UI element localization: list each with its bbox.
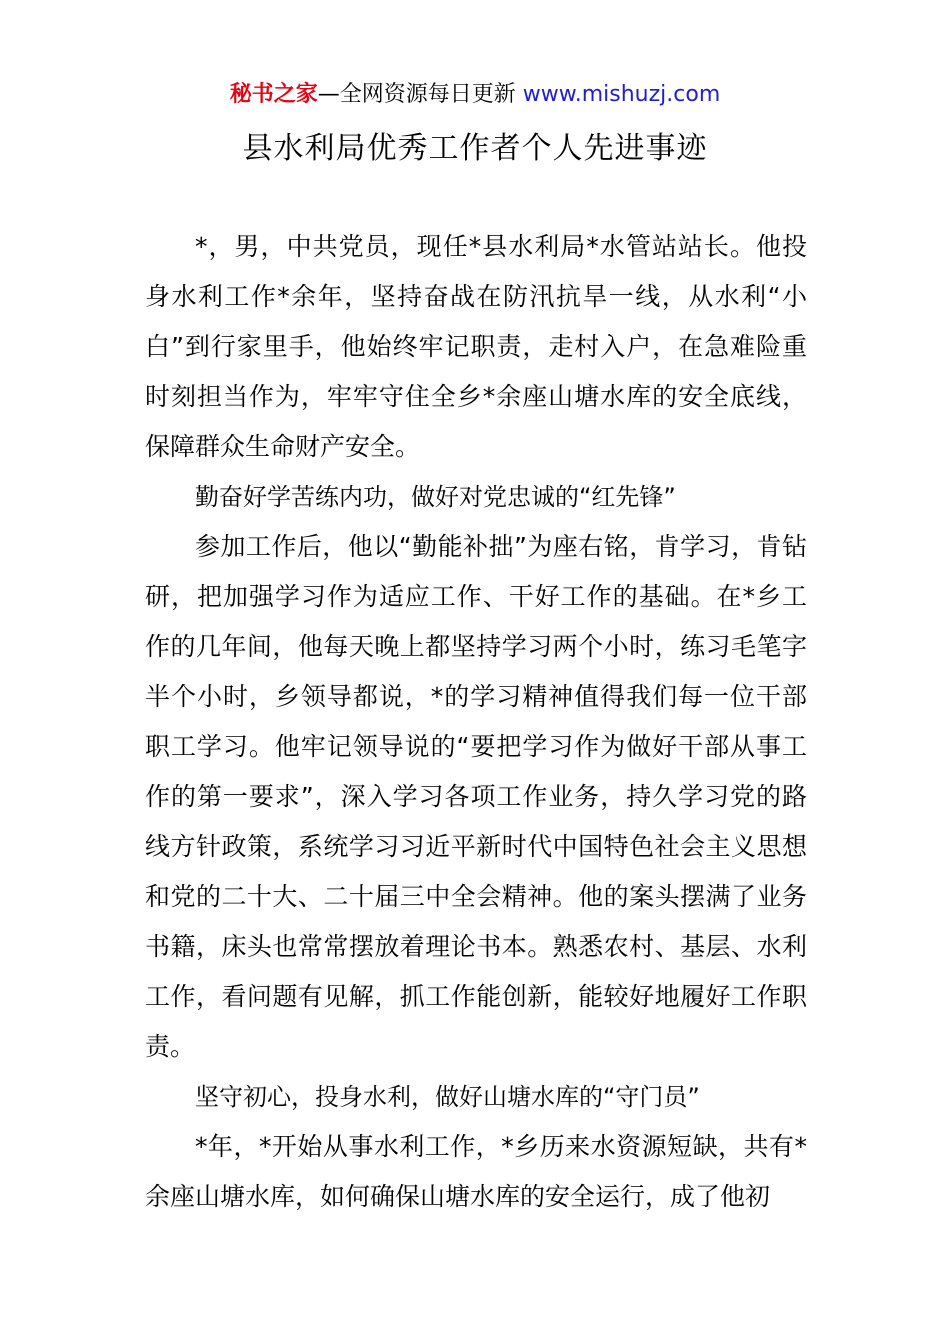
- section-heading-reservoir: 坚守初心，投身水利，做好山塘水库的“守门员”: [195, 1083, 700, 1111]
- brand-name: 秘书之家: [229, 82, 318, 107]
- document-body: [145, 222, 807, 1222]
- site-url-link[interactable]: www.mishuzj.com: [522, 82, 721, 107]
- document-title: 县水利局优秀工作者个人先进事迹: [242, 131, 708, 166]
- paragraph-reservoir: *年，*开始从事水利工作，*乡历来水资源短缺，共有*余座山塘水库，如何确保山塘水库的安全运行，成了他初: [145, 1132, 807, 1211]
- section-heading-study: 勤奋好学苦练内功，做好对党忠诚的“红先锋”: [195, 483, 676, 511]
- paragraph-study: 参加工作后，他以“勤能补拙”为座右铭，肯学习，肯钻研，把加强学习作为适应工作、干好工作的基础。在*乡工作的几年间，他每天晚上都坚持学习两个小时，练习毛笔字半个小时，乡领导都说，*的学习精神值得我们每一位干部职工学习。他牢记领导说的“要把学习作为做好干部从事工作的第一要求”，深入学习各项工作业务，持久学习党的路线方针政策，系统学习习近平新时代中国特色社会主义思想和党的二十大、二十届三中全会精神。他的案头摆满了业务书籍，床头也常常摆放着理论书本。熟悉农村、基层、水利工作，看问题有见解，抓工作能创新，能较好地履好工作职责。: [145, 532, 807, 1061]
- site-header: [0, 80, 950, 110]
- header-tagline: —全网资源每日更新: [317, 82, 516, 107]
- paragraph-intro: *，男，中共党员，现任*县水利局*水管站站长。他投身水利工作*余年，坚持奋战在防汛抗旱一线，从水利“小白”到行家里手，他始终牢记职责，走村入户，在急难险重时刻担当作为，牢牢守住全乡*余座山塘水库的安全底线，保障群众生命财产安全。: [145, 232, 807, 461]
